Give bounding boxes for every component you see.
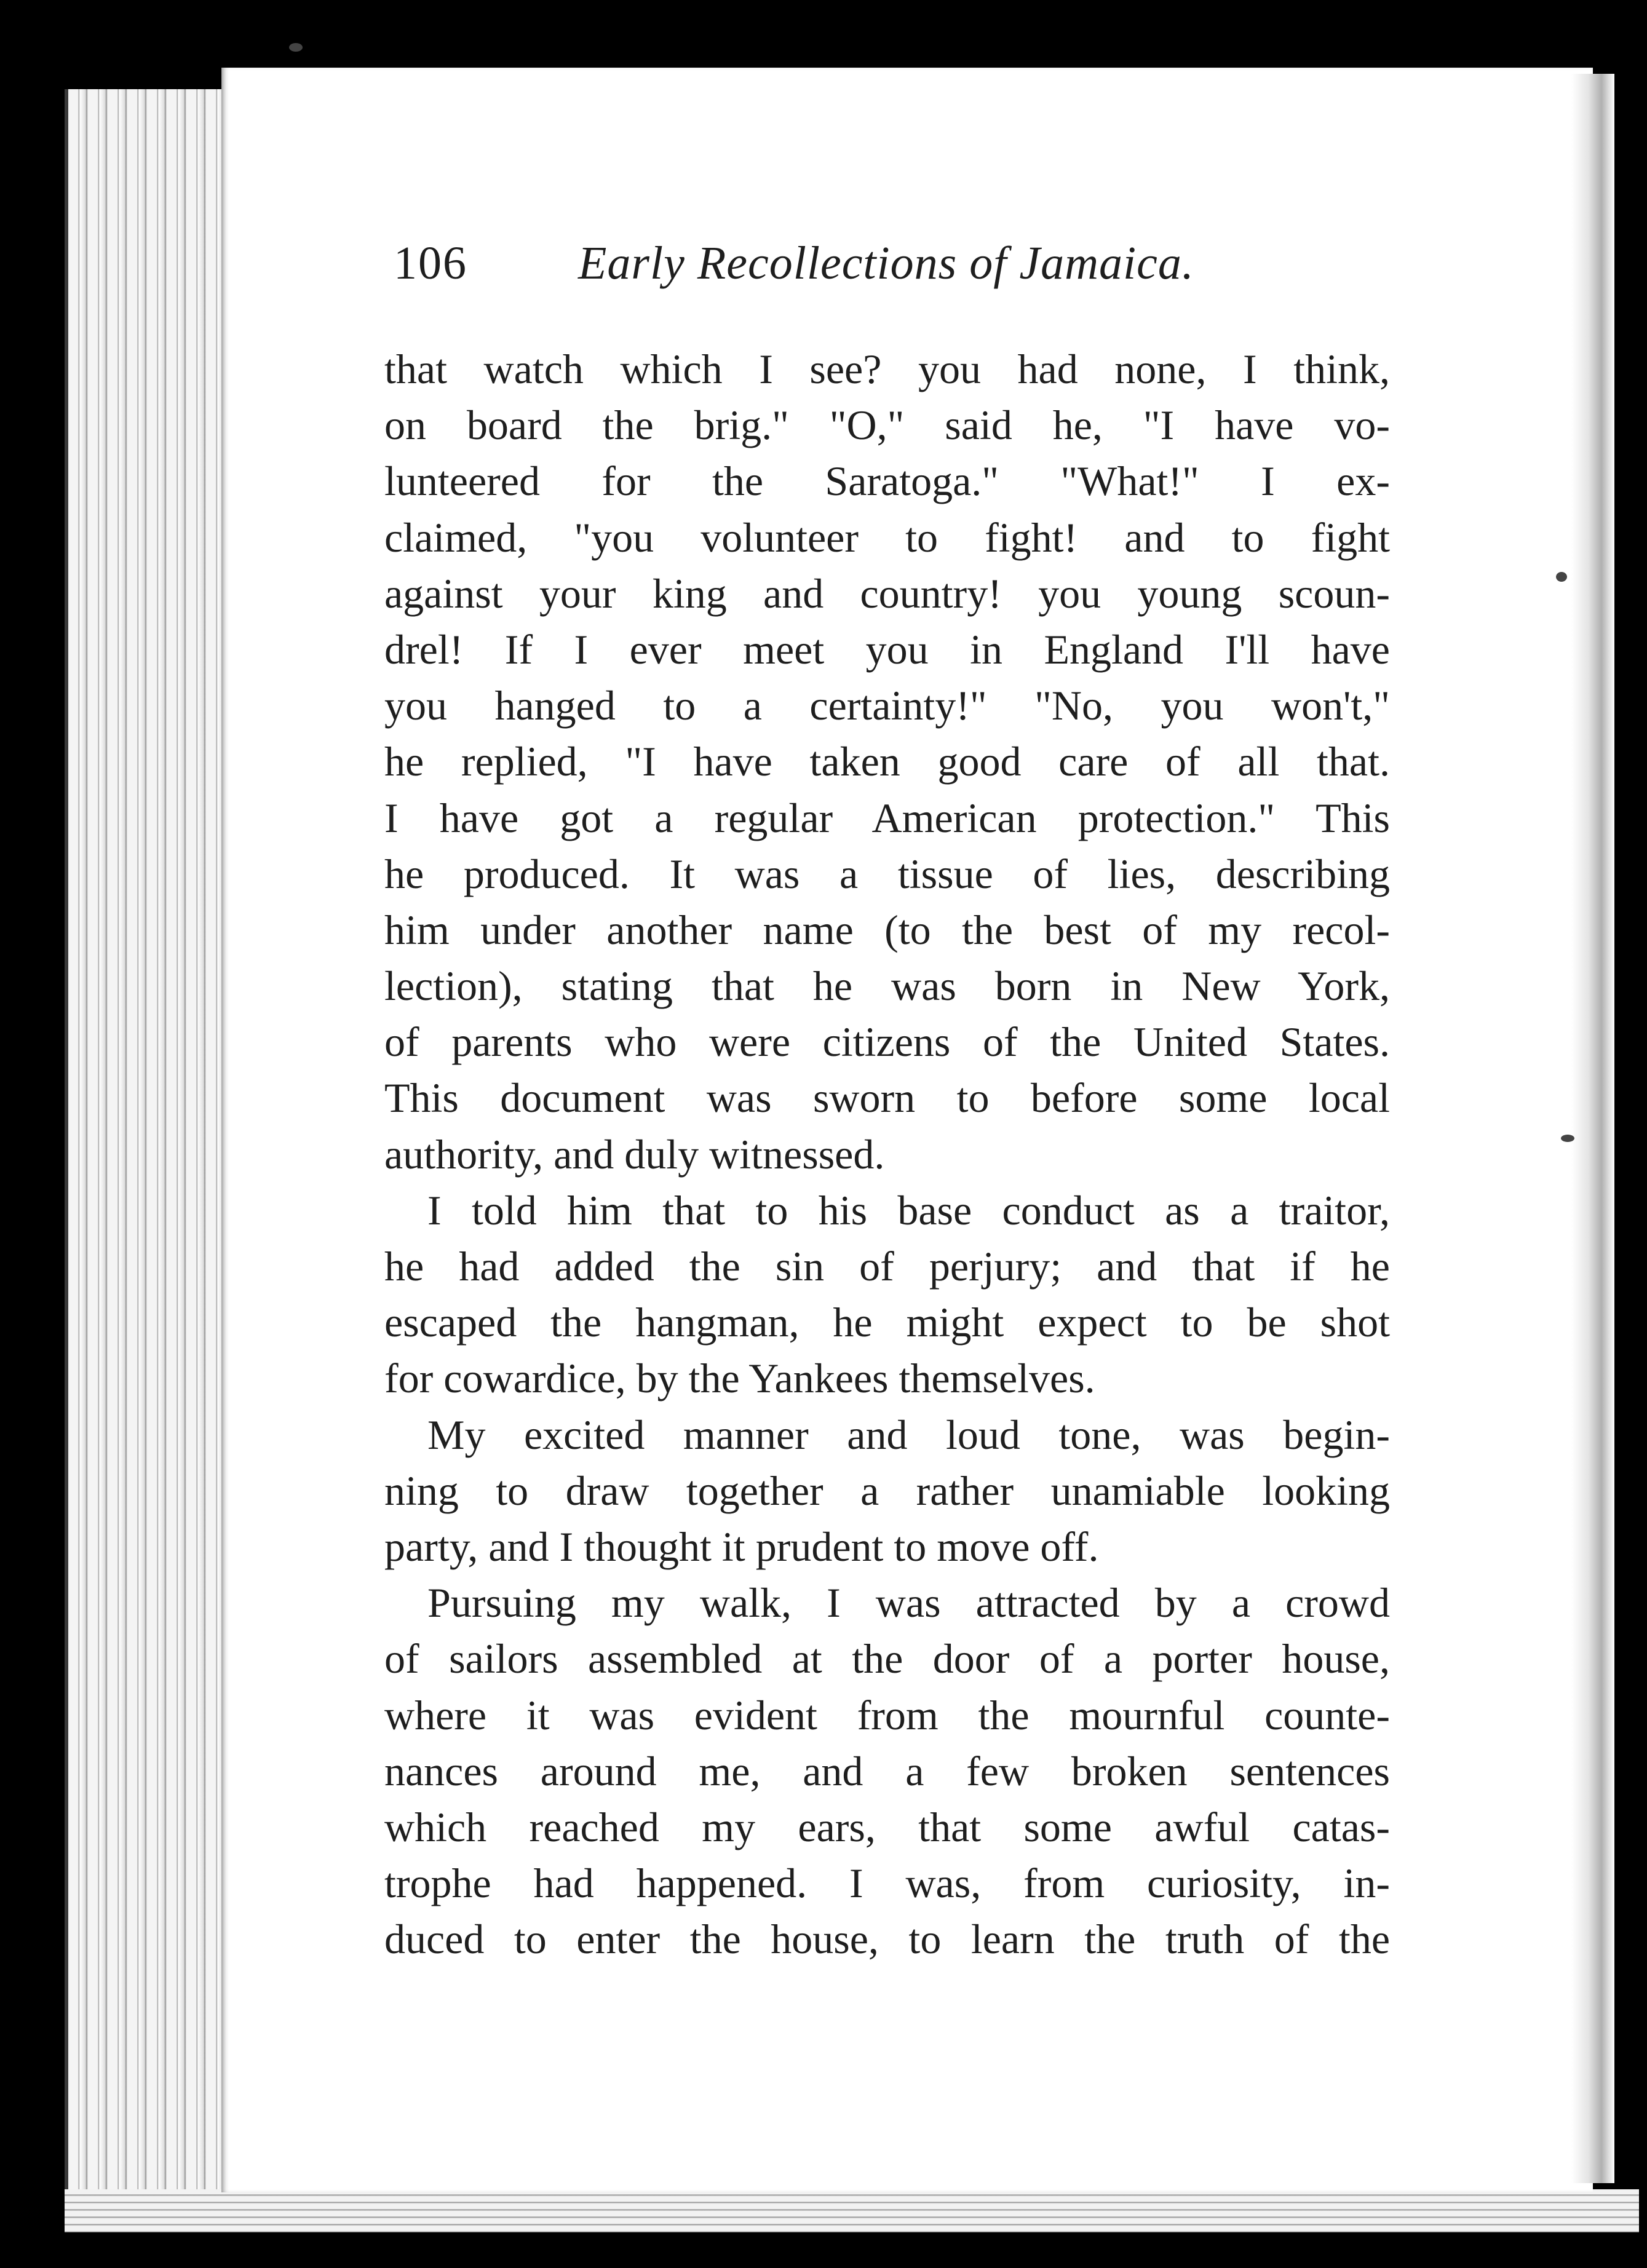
text-line: him under another name (to the best of my recol- <box>384 906 1390 953</box>
text-line: he had added the sin of perjury; and that if he <box>384 1243 1390 1290</box>
text-line: against your king and country! you young scoun- <box>384 569 1390 617</box>
page-number: 106 <box>394 237 467 289</box>
text-line: Pursuing my walk, I was attracted by a crowd <box>427 1579 1390 1627</box>
scan-speck <box>1556 572 1567 582</box>
scan-speck <box>289 43 303 52</box>
text-line: I have got a regular American protection." This <box>384 794 1390 841</box>
text-line: I told him that to his base conduct as a traitor, <box>427 1186 1390 1234</box>
scan-speck <box>1561 1135 1574 1142</box>
text-line: lection), stating that he was born in New York, <box>384 962 1390 1010</box>
text-line: which reached my ears, that some awful catas- <box>384 1803 1390 1850</box>
text-line: duced to enter the house, to learn the truth of the <box>384 1916 1390 1963</box>
text-line: that watch which I see? you had none, I think, <box>384 346 1390 392</box>
text-line: party, and I thought it prudent to move off. <box>384 1523 1099 1570</box>
text-line: This document was sworn to before some local <box>384 1074 1390 1122</box>
text-line: he produced. It was a tissue of lies, describing <box>384 850 1390 897</box>
page-body-text <box>384 341 1390 2002</box>
text-line: nances around me, and a few broken sentences <box>384 1747 1390 1794</box>
text-line: ning to draw together a rather unamiable looking <box>384 1467 1390 1514</box>
text-line: of sailors assembled at the door of a porter house, <box>384 1635 1390 1683</box>
text-line: claimed, "you volunteer to fight! and to fight <box>384 513 1390 561</box>
text-line: lunteered for the Saratoga." "What!" I ex- <box>384 458 1390 505</box>
text-line: for cowardice, by the Yankees themselves. <box>384 1355 1095 1402</box>
running-title: Early Recollections of Jamaica. <box>578 237 1194 289</box>
page-right-shadow <box>1571 74 1614 2183</box>
text-line: on board the brig." "O," said he, "I have vo- <box>384 402 1390 449</box>
text-line: escaped the hangman, he might expect to be shot <box>384 1299 1390 1346</box>
page-header <box>394 237 1212 311</box>
text-line: My excited manner and loud tone, was begin- <box>427 1411 1390 1458</box>
text-line: you hanged to a certainty!" "No, you won't," <box>384 682 1390 729</box>
text-line: where it was evident from the mournful counte- <box>384 1691 1390 1739</box>
text-line: trophe had happened. I was, from curiosity, in- <box>384 1860 1390 1907</box>
text-line: of parents who were citizens of the United States. <box>384 1018 1390 1066</box>
book-bottom-edges <box>65 2189 1639 2232</box>
text-line: he replied, "I have taken good care of all that. <box>384 738 1390 785</box>
text-line: drel! If I ever meet you in England I'll have <box>384 625 1390 673</box>
book-page-edges <box>65 89 247 2205</box>
text-line: authority, and duly witnessed. <box>384 1130 885 1178</box>
